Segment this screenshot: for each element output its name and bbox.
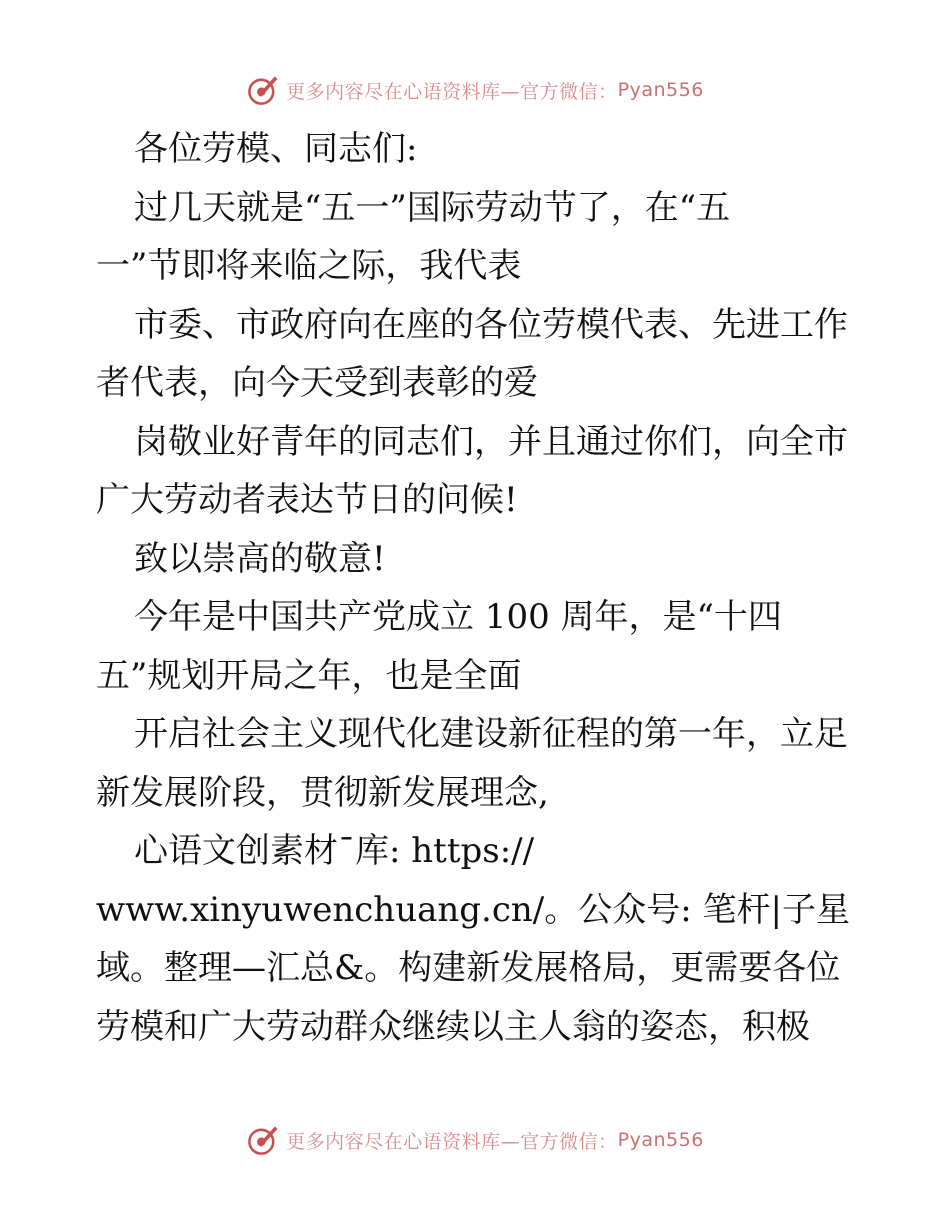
text-line: 者代表，向今天受到表彰的爱 bbox=[96, 363, 538, 403]
watermark-handle: Pyan556 bbox=[617, 1129, 704, 1151]
text-line: 致以崇高的敬意! bbox=[134, 538, 386, 579]
text-line: 新发展阶段，贯彻新发展理念, bbox=[96, 772, 549, 813]
text-line: 今年是中国共产党成立 100 周年，是“十四 bbox=[134, 597, 782, 637]
text-line: 各位劳模、同志们: bbox=[134, 129, 418, 169]
footer-watermark bbox=[0, 1120, 950, 1160]
text-line: 五”规划开局之年，也是全面 bbox=[96, 655, 522, 696]
text-line: 广大劳动者表达节日的问候! bbox=[96, 480, 518, 520]
text-line: www.xinyuwenchuang.cn/。公众号: 笔杆|子星 bbox=[96, 889, 850, 930]
text-line: 劳模和广大劳动群众继续以主人翁的姿态，积极 bbox=[96, 1006, 810, 1047]
text-line: 开启社会主义现代化建设新征程的第一年，立足 bbox=[134, 714, 848, 754]
text-line: 市委、市政府向在座的各位劳模代表、先进工作 bbox=[134, 304, 848, 345]
text-line: 一”节即将来临之际，我代表 bbox=[96, 246, 522, 286]
header-watermark bbox=[0, 70, 950, 110]
text-line: 岗敬业好青年的同志们，并且通过你们，向全市 bbox=[134, 421, 848, 462]
quill-logo-icon bbox=[246, 73, 280, 107]
quill-logo-icon bbox=[246, 1123, 280, 1157]
text-line: 域。整理—汇总&。构建新发展格局，更需要各位 bbox=[96, 948, 841, 988]
watermark-text: 更多内容尽在心语资料库—官方微信： bbox=[286, 1130, 618, 1153]
watermark-text: 更多内容尽在心语资料库—官方微信： bbox=[286, 80, 618, 103]
watermark-handle: Pyan556 bbox=[617, 79, 704, 101]
text-line: 心语文创素材¯库: https:// bbox=[134, 831, 535, 871]
text-line: 过几天就是“五一”国际劳动节了，在“五 bbox=[134, 187, 731, 228]
document-body bbox=[96, 120, 856, 1056]
